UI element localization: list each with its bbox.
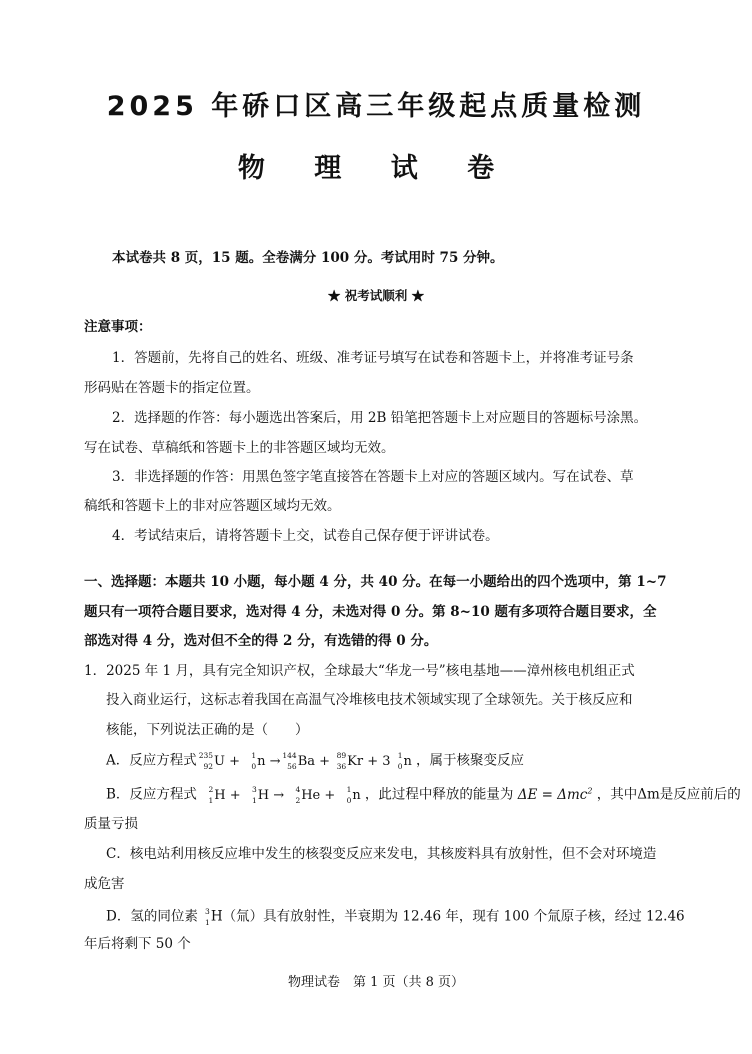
- intro-text: 本试卷共 8 页，15 题。全卷满分 100 分。考试用时 75 分钟。: [112, 250, 504, 266]
- q1-option-a-post: ，属于核聚变反应: [416, 752, 525, 769]
- q1-option-c-line2: 成危害: [84, 876, 125, 892]
- q1-stem-line2: 投入商业运行，这标志着我国在高温气冷堆核电技术领域实现了全球领先。关于核反应和: [106, 692, 633, 708]
- q1-option-c-line1: C．核电站利用核反应堆中发生的核裂变反应来发电，其核废料具有放射性，但不会对环境造: [106, 846, 657, 862]
- q1-option-d-isotope: 3 1: [205, 907, 210, 927]
- q1-option-a-equation: 235 92 U + 1 0 n → 144 56 Ba + 89 36 Kr + 3 1 0 n: [198, 751, 417, 771]
- q1-option-b-energy-formula: ΔE = Δmc$^2$: [517, 786, 593, 803]
- main-title: 2025 年硚口区高三年级起点质量检测: [106, 91, 646, 122]
- section1-line2: 题只有一项符合题目要求，选对得 4 分，未选对得 0 分。第 8~10 题有多项符合题目要求，全: [84, 604, 657, 620]
- section1-line1: 一、选择题：本题共 10 小题，每小题 4 分，共 40 分。在每一小题给出的四个选项中，第 1~7: [84, 574, 667, 590]
- notice-item-4-line1: 4．考试结束后，请将答题卡上交，试卷自己保存便于评讲试卷。: [112, 528, 499, 544]
- q1-option-a-pre: A．反应方程式: [106, 752, 197, 769]
- notice-item-2-line2: 写在试卷、草稿纸和答题卡上的非答题区域均无效。: [84, 440, 395, 456]
- q1-option-b-mid: ，此过程中释放的能量为: [364, 786, 514, 803]
- notice-item-3-line1: 3．非选择题的作答：用黑色签字笔直接答在答题卡上对应的答题区域内。写在试卷、草: [112, 469, 634, 485]
- notice-item-1-line2: 形码贴在答题卡的指定位置。: [84, 380, 260, 396]
- q1-option-b-equation: 2 1 H + 3 1 H → 4 2 He + 1 0 n: [208, 785, 365, 805]
- notice-item-2-line1: 2．选择题的作答：每小题选出答案后，用 2B 铅笔把答题卡上对应题目的答题标号涂黑。: [112, 410, 648, 426]
- q1-option-b-line2: 质量亏损: [84, 816, 138, 832]
- q1-option-d-pre: D．氢的同位素: [106, 908, 198, 925]
- blessing-text: ★ 祝考试顺利 ★: [327, 288, 425, 303]
- section1-line3: 部选对得 4 分，选对但不全的得 2 分，有选错的得 0 分。: [84, 633, 438, 649]
- q1-option-d: D．氢的同位素 3 1 H（氚）具有放射性，半衰期为 12.46 年，现有 100 个氚原子核，经过 12.46: [106, 907, 685, 927]
- page-footer: 物理试卷 第 1 页（共 8 页）: [287, 975, 465, 990]
- notice-item-1-line1: 1．答题前，先将自己的姓名、班级、准考证号填写在试卷和答题卡上，并将准考证号条: [112, 350, 634, 366]
- q1-option-a: [106, 752, 524, 770]
- q1-option-b-pre: B．反应方程式: [106, 786, 197, 803]
- q1-option-d-post: （氚）具有放射性，半衰期为 12.46 年，现有 100 个氚原子核，经过 12.46: [222, 908, 685, 925]
- notice-heading: 注意事项：: [84, 319, 152, 335]
- q1-option-b-post: ，其中Δm是反应前后的: [596, 786, 741, 803]
- sub-title: 物 理 试 卷: [237, 153, 515, 184]
- q1-stem-line3: 核能，下列说法正确的是（ ）: [106, 722, 309, 738]
- notice-item-3-line2: 稿纸和答题卡上的非对应答题区域均无效。: [84, 498, 341, 514]
- q1-stem-line1: 1．2025 年 1 月，具有完全知识产权，全球最大“华龙一号”核电基地——漳州核电机组正式: [84, 663, 635, 679]
- q1-option-b: [106, 786, 741, 804]
- q1-option-d-line2: 年后将剩下 50 个: [84, 936, 191, 952]
